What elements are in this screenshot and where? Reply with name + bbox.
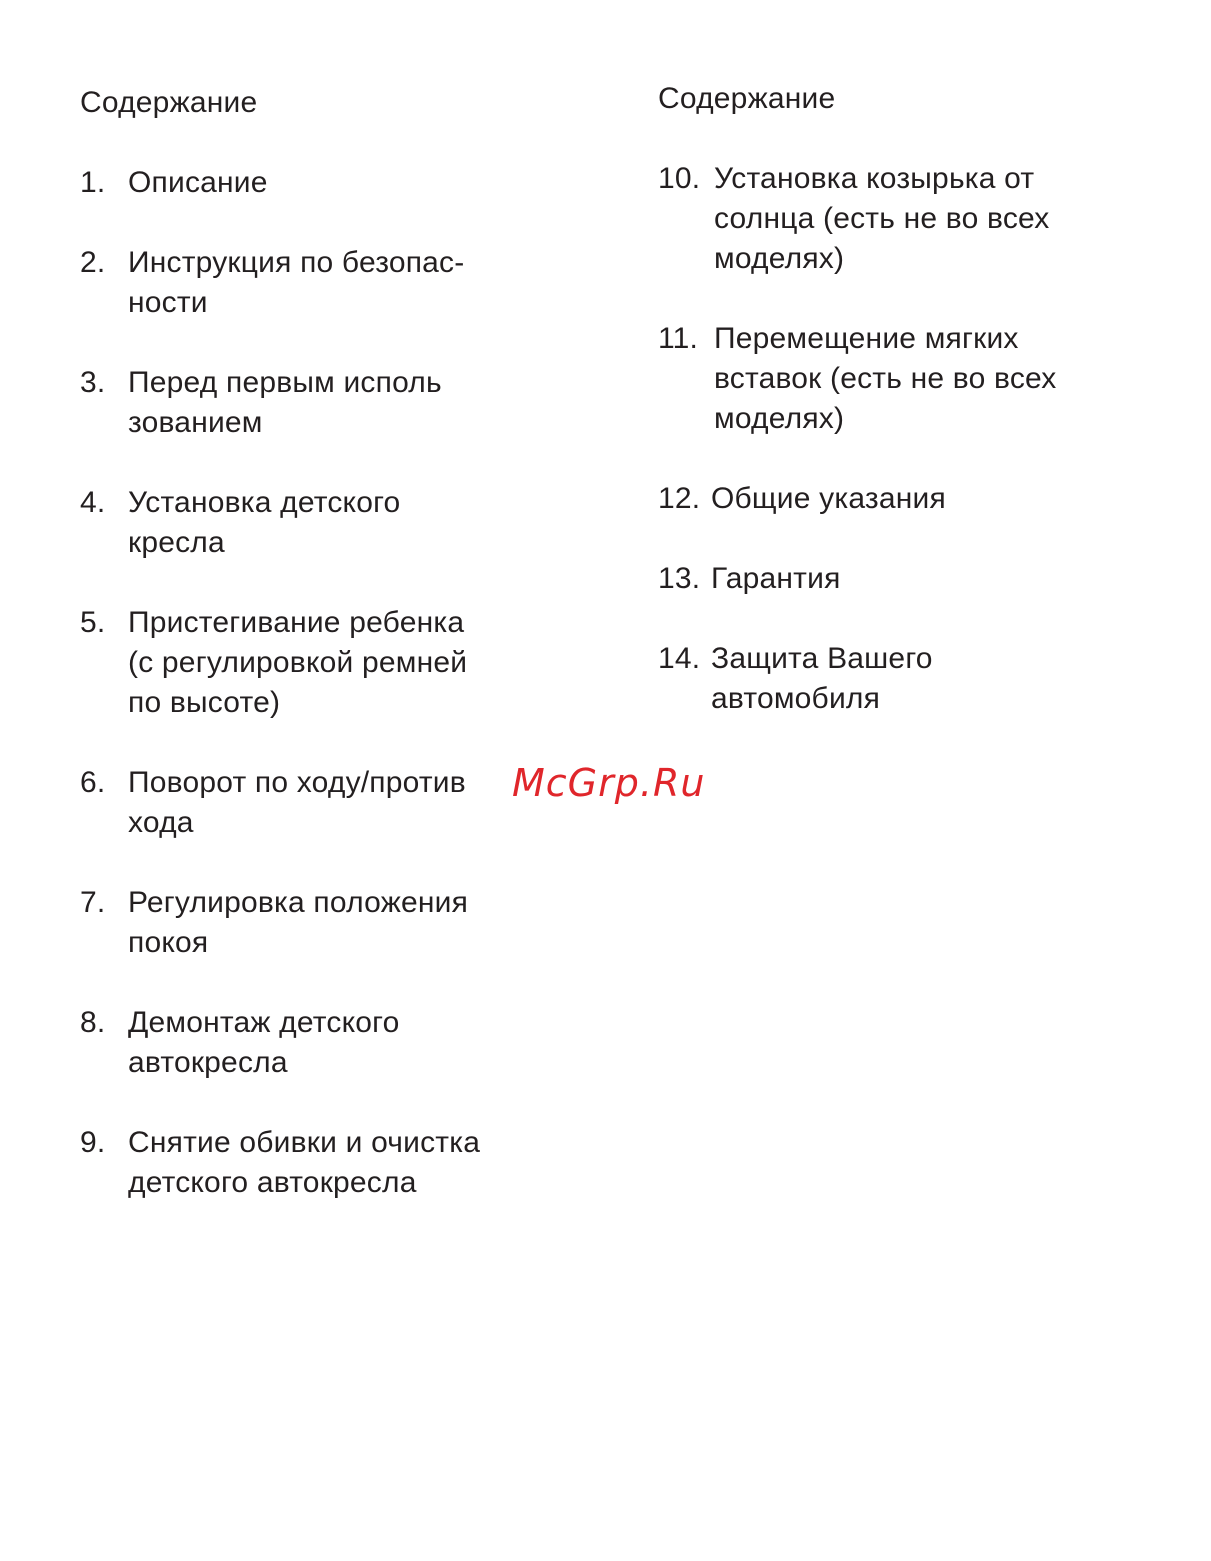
toc-item-5[interactable]	[80, 603, 520, 723]
toc-item-title: Перемещение мягких вставок (есть не во всех моделях)	[714, 322, 1057, 435]
toc-heading-left: Содержание	[80, 86, 258, 119]
toc-item-2[interactable]	[80, 243, 520, 323]
toc-item-number: 3.	[80, 366, 106, 399]
toc-item-title: Поворот по ходу/против хода	[128, 766, 466, 839]
toc-item-title: Перед первым исполь зованием	[128, 366, 442, 439]
toc-heading-right: Содержание	[658, 82, 836, 115]
toc-item-number: 2.	[80, 246, 106, 279]
toc-item-10[interactable]	[658, 159, 1098, 279]
toc-item-7[interactable]	[80, 883, 520, 963]
toc-item-11[interactable]	[658, 319, 1098, 439]
toc-item-number: 6.	[80, 766, 106, 799]
toc-item-title: Защита Вашего автомобиля	[711, 642, 933, 715]
toc-item-8[interactable]	[80, 1003, 520, 1083]
toc-item-number: 4.	[80, 486, 106, 519]
toc-item-13[interactable]	[658, 559, 1098, 599]
toc-item-title: Установка детского кресла	[128, 486, 401, 559]
toc-item-number: 11.	[658, 322, 699, 355]
toc-item-title: Регулировка положения покоя	[128, 886, 469, 959]
toc-item-number: 13.	[658, 562, 701, 595]
toc-item-title: Инструкция по безопас- ности	[128, 246, 465, 319]
toc-item-6[interactable]	[80, 763, 520, 843]
toc-item-title: Установка козырька от солнца (есть не во всех моделях)	[714, 162, 1050, 275]
toc-item-number: 8.	[80, 1006, 106, 1039]
toc-item-12[interactable]	[658, 479, 1098, 519]
toc-item-number: 7.	[80, 886, 106, 919]
toc-item-number: 14.	[658, 642, 701, 675]
toc-item-9[interactable]	[80, 1123, 520, 1203]
toc-item-title: Гарантия	[711, 562, 841, 595]
toc-item-number: 1.	[80, 166, 106, 199]
toc-item-number: 9.	[80, 1126, 106, 1159]
toc-item-title: Пристегивание ребенка (с регулировкой ремней по высоте)	[128, 606, 468, 719]
toc-item-4[interactable]	[80, 483, 520, 563]
toc-item-number: 12.	[658, 482, 701, 515]
toc-item-number: 5.	[80, 606, 106, 639]
toc-item-title: Описание	[128, 166, 268, 199]
toc-left-column	[80, 83, 520, 1243]
toc-item-title: Снятие обивки и очистка детского автокресла	[128, 1126, 481, 1199]
toc-item-1[interactable]	[80, 163, 520, 203]
toc-item-14[interactable]	[658, 639, 1098, 719]
toc-item-title: Общие указания	[711, 482, 946, 515]
toc-right-column	[658, 79, 1098, 759]
toc-list-right	[658, 159, 1098, 719]
toc-item-title: Демонтаж детского автокресла	[128, 1006, 400, 1079]
watermark-logo: McGrp.Ru	[512, 761, 706, 805]
toc-item-3[interactable]	[80, 363, 520, 443]
toc-list-left	[80, 163, 520, 1203]
toc-item-number: 10.	[658, 162, 701, 195]
